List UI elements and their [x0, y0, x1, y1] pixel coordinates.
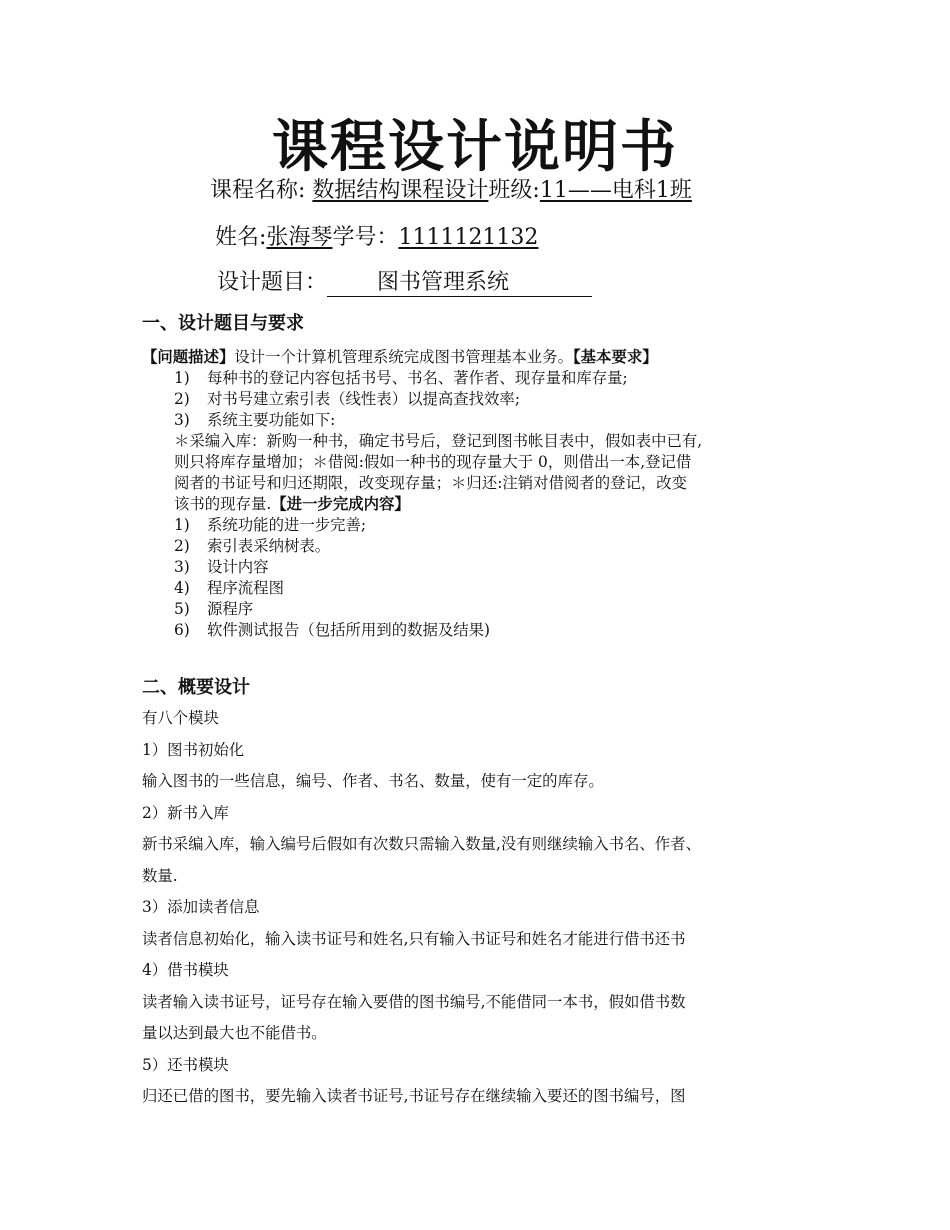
list-item: 6) 软件测试报告（包括所用到的数据及结果) — [174, 621, 491, 639]
list-item: 5) 源程序 — [174, 600, 254, 618]
name-label: 姓名: — [215, 225, 267, 250]
paragraph-line: 读者信息初始化，输入读书证号和姓名,只有输入书证号和姓名才能进行借书还书 — [142, 929, 686, 948]
further-tag: 【进一步完成内容】 — [271, 495, 410, 513]
class-value: 11——电科1班 — [539, 178, 692, 203]
student-line — [215, 223, 538, 253]
requirements-block — [142, 347, 832, 641]
function-line: 该书的现存量.【进一步完成内容】 — [174, 495, 410, 513]
section-heading-requirements: 一、设计题目与要求 — [142, 313, 304, 334]
document-title: 课程设计说明书 — [272, 115, 678, 180]
paragraph-line: 输入图书的一些信息，编号、作者、书名、数量，使有一定的库存。 — [142, 772, 604, 790]
paragraph-line: 读者输入读书证号，证号存在输入要借的图书编号,不能借同一本书，假如借书数 — [142, 992, 686, 1011]
problem-description — [142, 347, 832, 368]
basic-tag: 【基本要求】 — [572, 348, 658, 366]
paragraph-line: 2）新书入库 — [142, 803, 229, 822]
list-item: 2) 索引表采纳树表。 — [174, 537, 331, 555]
list-item: 3) 系统主要功能如下: — [174, 411, 336, 429]
paragraph-line: 数量. — [142, 866, 178, 885]
topic-line — [217, 268, 592, 298]
list-item: 2) 对书号建立索引表（线性表）以提高查找效率; — [174, 390, 520, 408]
course-line — [210, 176, 692, 206]
course-name: 数据结构课程设计 — [312, 178, 489, 203]
paragraph-line: 5）还书模块 — [142, 1055, 229, 1074]
class-label: 班级: — [488, 178, 540, 203]
function-line: 阅者的书证号和归还期限，改变现存量；＊归还:注销对借阅者的登记，改变 — [174, 474, 688, 492]
paragraph-line: 新书采编入库，输入编号后假如有次数只需输入数量,没有则继续输入书名、作者、 — [142, 835, 701, 853]
id-value: 1111121132 — [398, 225, 539, 250]
problem-text: 设计一个计算机管理系统完成图书管理基本业务。 — [234, 348, 573, 366]
id-label: 学号： — [332, 225, 399, 250]
paragraph-line: 4）借书模块 — [142, 961, 229, 979]
list-item: 1) 系统功能的进一步完善; — [174, 516, 367, 534]
function-line: ＊采编入库：新购一种书，确定书号后，登记到图书帐目表中，假如表中已有, — [174, 432, 703, 450]
name-value: 张海琴 — [266, 225, 333, 250]
paragraph-line: 量以达到最大也不能借书。 — [142, 1024, 327, 1042]
section-heading-overview: 二、概要设计 — [142, 677, 250, 698]
paragraph-line: 有八个模块 — [142, 709, 219, 727]
topic-value: 图书管理系统 — [327, 270, 592, 297]
overview-block — [142, 703, 832, 1113]
list-item: 3) 设计内容 — [174, 558, 269, 576]
paragraph-line: 3）添加读者信息 — [142, 898, 260, 916]
course-label: 课程名称: — [210, 178, 313, 203]
function-line: 则只将库存量增加；＊借阅:假如一种书的现存量大于 0，则借出一本,登记借 — [174, 453, 692, 471]
list-item: 1) 每种书的登记内容包括书号、书名、著作者、现存量和库存量; — [174, 369, 628, 387]
topic-label: 设计题目： — [217, 270, 328, 295]
list-item: 4) 程序流程图 — [174, 579, 284, 597]
paragraph-line: 归还已借的图书，要先输入读者书证号,书证号存在继续输入要还的图书编号，图 — [142, 1087, 686, 1105]
paragraph-line: 1）图书初始化 — [142, 740, 245, 759]
problem-tag: 【问题描述】 — [142, 348, 235, 366]
